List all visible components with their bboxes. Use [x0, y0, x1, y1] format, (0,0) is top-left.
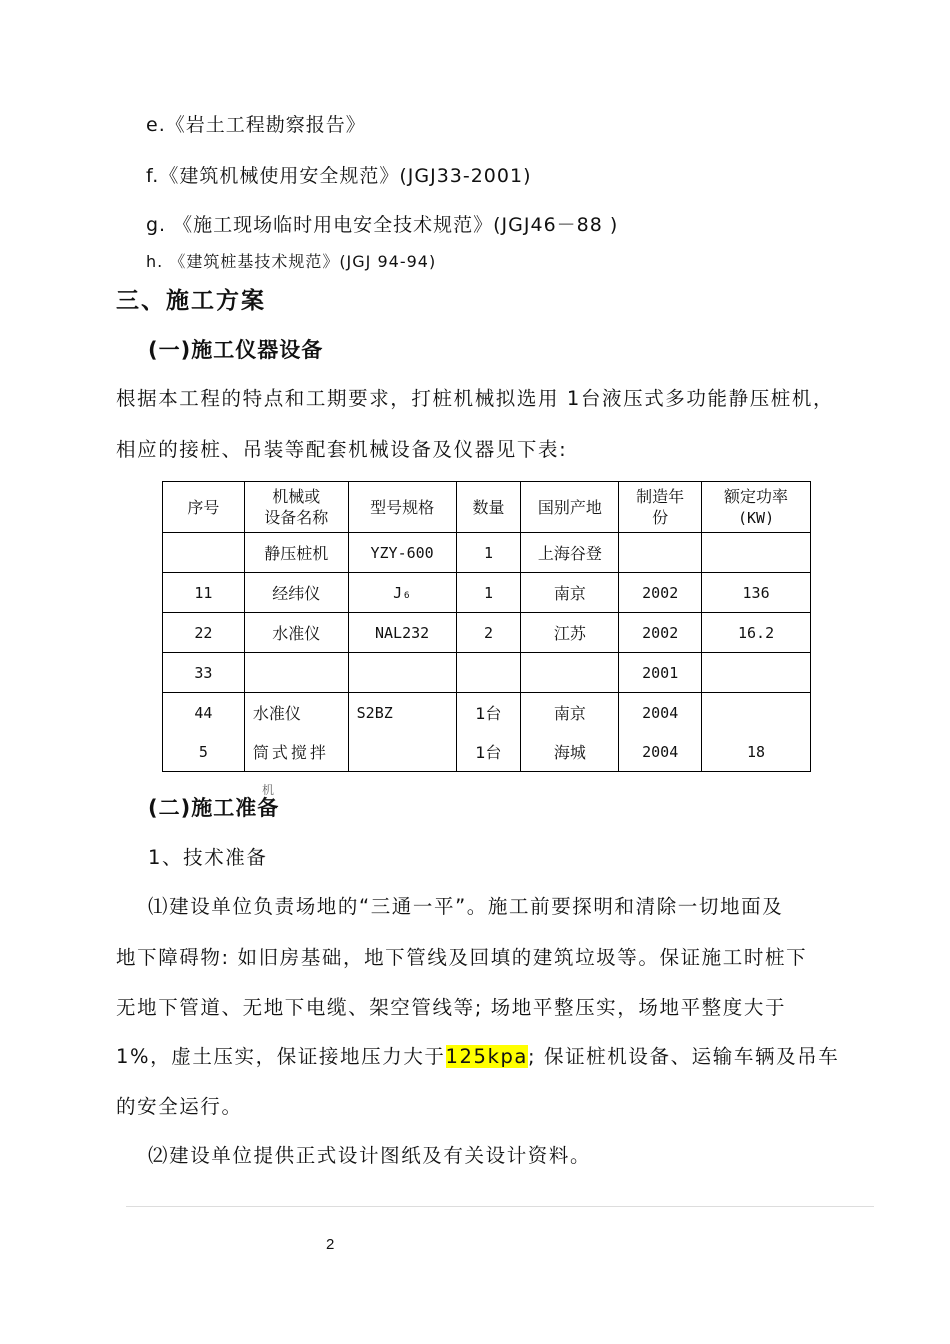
paragraph1-line3: 无地下管道、无地下电缆、架空管线等; 场地平整压实，场地平整度大于: [116, 996, 787, 1019]
cell-no: 44: [163, 693, 245, 733]
paragraph1-line4: 1%，虚土压实，保证接地压力大于125kpa; 保证桩机设备、运输车辆及吊车: [116, 1045, 840, 1068]
cell-qty: 1: [456, 573, 521, 613]
reference-h: h. 《建筑桩基技术规范》(JGJ 94-94): [146, 252, 437, 271]
cell-model: [348, 732, 456, 772]
cell-origin: [521, 653, 619, 693]
table-row: [163, 693, 811, 733]
cell-qty: [456, 653, 521, 693]
intro-paragraph-line1: 根据本工程的特点和工期要求，打桩机械拟选用 1台液压式多功能静压桩机，: [116, 387, 835, 410]
header-cell: 机械或 设备名称: [244, 482, 348, 533]
subsection-title-equipment: (一)施工仪器设备: [148, 338, 324, 362]
cell-qty: 2: [456, 613, 521, 653]
cell-year: 2004: [619, 693, 702, 733]
cell-qty: 1: [456, 533, 521, 573]
cell-power: [702, 653, 811, 693]
table-row: [163, 653, 811, 693]
cell-name: 静压桩机: [244, 533, 348, 573]
header-cell: 国别产地: [521, 482, 619, 533]
paragraph1-line5: 的安全运行。: [116, 1095, 243, 1118]
paragraph1-line1: ⑴建设单位负责场地的“三通一平”。施工前要探明和清除一切地面及: [148, 895, 784, 918]
cell-no: 22: [163, 613, 245, 653]
cell-power: [702, 533, 811, 573]
table-overflow-char: 机: [262, 783, 275, 797]
cell-no: 33: [163, 653, 245, 693]
cell-model: S2BZ: [348, 693, 456, 733]
subsection-title-preparation: (二)施工准备: [148, 796, 280, 820]
cell-year: 2004: [619, 732, 702, 772]
item-technical-preparation: 1、技术准备: [148, 846, 268, 869]
cell-name: [244, 653, 348, 693]
cell-year: [619, 533, 702, 573]
header-cell: 额定功率 (KW): [702, 482, 811, 533]
cell-name: 水准仪: [244, 613, 348, 653]
table-row: [163, 573, 811, 613]
cell-model: J₆: [348, 573, 456, 613]
header-cell: 制造年 份: [619, 482, 702, 533]
page-number: 2: [326, 1236, 335, 1253]
header-cell: 序号: [163, 482, 245, 533]
reference-e: e.《岩土工程勘察报告》: [146, 114, 366, 136]
table-header-row: [163, 482, 811, 533]
header-cell: 型号规格: [348, 482, 456, 533]
cell-no: 5: [163, 732, 245, 772]
cell-year: 2002: [619, 573, 702, 613]
paragraph2: ⑵建设单位提供正式设计图纸及有关设计资料。: [148, 1144, 592, 1167]
intro-paragraph-line2: 相应的接桩、吊装等配套机械设备及仪器见下表:: [116, 438, 568, 461]
cell-origin: 南京: [521, 693, 619, 733]
cell-no: 11: [163, 573, 245, 613]
footer-divider: [126, 1206, 874, 1207]
cell-power: [702, 693, 811, 733]
reference-f: f.《建筑机械使用安全规范》(JGJ33-2001): [146, 165, 532, 187]
cell-no: [163, 533, 245, 573]
cell-origin: 海城: [521, 732, 619, 772]
reference-g: g. 《施工现场临时用电安全技术规范》(JGJ46－88 ): [146, 214, 619, 236]
cell-origin: 南京: [521, 573, 619, 613]
cell-origin: 上海谷登: [521, 533, 619, 573]
table-row: [163, 613, 811, 653]
cell-power: 136: [702, 573, 811, 613]
cell-origin: 江苏: [521, 613, 619, 653]
cell-power: 16.2: [702, 613, 811, 653]
header-cell: 数量: [456, 482, 521, 533]
cell-name: 水准仪: [244, 693, 348, 733]
cell-year: 2001: [619, 653, 702, 693]
equipment-table: [162, 481, 811, 772]
section-title: 三、施工方案: [116, 288, 266, 314]
cell-name: 经纬仪: [244, 573, 348, 613]
highlighted-value: 125kpa: [445, 1045, 528, 1068]
cell-model: [348, 653, 456, 693]
cell-name: 筒式搅拌: [244, 732, 348, 772]
table-row: [163, 732, 811, 772]
cell-power: 18: [702, 732, 811, 772]
cell-qty: 1台: [456, 732, 521, 772]
cell-model: NAL232: [348, 613, 456, 653]
cell-model: YZY-600: [348, 533, 456, 573]
table-row: [163, 533, 811, 573]
cell-year: 2002: [619, 613, 702, 653]
cell-qty: 1台: [456, 693, 521, 733]
paragraph1-line2: 地下障碍物: 如旧房基础，地下管线及回填的建筑垃圾等。保证施工时桩下: [116, 946, 808, 969]
